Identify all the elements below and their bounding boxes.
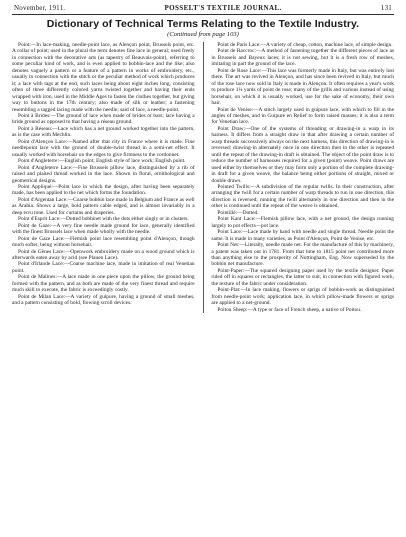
- dictionary-entry: Point d'Alençon Lace:—Named after that city in France where it is made. Fine needlepoint lace with the ground of double-twist thread in a semi-net effect. It usually worked with horsehair on the edges to give firmness to the cordonnet.: [12, 138, 195, 158]
- dictionary-entry: Point de Paris Lace:—A variety of cheap, cotton, machine lace, of simple design.: [217, 42, 393, 48]
- dictionary-entry: Point Net:—Literally, needle made net. For the manufacture of this by machinery, a patent was taken out in 1781. From that time to 1815 point net contributed more than anything else to the prosperity of Nottingham, Eng. Now superseded by the bobbin net manufacture.: [211, 242, 395, 268]
- two-column-body: [12, 42, 394, 313]
- dictionary-entry: Point-Plat:—In lace making, flowers or sprigs of bobbin-work as distinguished from needle-point work; application lace, in which pillow-made flowers or sprigs are applied to a net-ground.: [211, 287, 395, 307]
- running-header: [12, 4, 394, 12]
- dictionary-entry: Point Lace:—Lace made by hand with needle and single thread. Needle point the same. It is made in many varieties, as Point d'Alençon, Point de Venise, etc.: [211, 229, 395, 242]
- dictionary-entry: Point Draw:—One of the systems of threading or drawing-in a warp in its harness. It differs from a straight draw in that after drawing a certain number of warp threads successively always on the next harness, this direction of drawing-in is reversed; drawing-in alternately once in one direction then in the other is repeated until the repeat of the drawing-in draft is obtained. The object of the point draw is to reduce the number of harnesses required for a given (point) weave. Point draws are used either by themselves or they may form only a portion of the complete drawing-in draft for a given weave, the balance being either portions of straight, mixed or double draws.: [211, 125, 395, 184]
- dictionary-entry: Pointillé:—Dotted.: [217, 209, 259, 216]
- dictionary-entry: Point à Brides:—The ground of lace when made of brides or bars; lace having a bride ground as opposed to that having a réseau ground.: [12, 112, 195, 126]
- article-subtitle: (Continued from page 103): [167, 31, 239, 38]
- dictionary-entry: Point d'Angleterre Lace:—Fine Brussels pillow lace, distinguished by a rib of raised and plaited thread worked in the lace. Shown in floral, ornithological and geometrical designs.: [12, 164, 195, 184]
- dictionary-entry: Poitou Sheep:—A type or face of French sheep, a native of Poitou.: [217, 306, 362, 313]
- dictionary-entry: Point Kant Lace:—Flemish pillow lace, with a net ground, the design running largely to pot effects—pot lace.: [211, 216, 395, 229]
- right-column: [211, 42, 394, 313]
- dictionary-entry: Point-Paper:—The squared designing paper used by the textile designer. Paper ruled off in squares or rectangles, the latter to suit, in connection with figured work, the texture of the fabric under consideration.: [211, 267, 395, 287]
- dictionary-entry: Pointed Twills:—A subdivision of the regular twills. In their construction, after arranging the twill for a certain number of warp threads to run in one direction, this direction is reversed; running the twill alternately in one direction and then in the other is continued until the repeat of the weave is obtained.: [211, 183, 395, 210]
- dictionary-entry: Point d'Esprit Lace:—Dotted bobbinet with the dots either singly or in clusters.: [18, 216, 189, 223]
- dictionary-entry: Point de Venise:—A stitch largely used in guipure lace, with which to fill in the angles of meshes, and in Guipure en Relief to form raised masses; it is also a term for Venetian lace.: [211, 106, 395, 126]
- header-page-number: 131: [380, 4, 392, 12]
- dictionary-entry: Point d'Irlande Lace:—Coarse machine lace, made in imitation of real Venetian point.: [12, 261, 195, 274]
- dictionary-entry: Point de Rose Lace:—This lace was formerly made in Italy, but was entirely lost there. The art was revived in Alençon, and has since been revived in Italy, but much of the rose lace now sold in Italy is made in Alençon. It often requires a year's work to produce 1¼ yards of point de rose; many of the grills and various instead of using horsehair, on which it is usually worked, use for the sake of economy, their own hair.: [211, 67, 395, 107]
- header-date: November, 1911.: [14, 4, 66, 12]
- left-column: [12, 42, 195, 313]
- dictionary-entry: Point de Gênes Lace:—Openwork embroidery made on a wood ground which is afterwards eaten away by acid (see Plauen Lace).: [12, 248, 195, 261]
- dictionary-entry: Point de Gaze:—A very fine needle made ground for lace, generally identified with the finest Brussels lace when made wholly with the needle.: [12, 222, 195, 236]
- article-title: Dictionary of Technical Terms Relating to the Textile Industry.: [46, 18, 360, 30]
- dictionary-entry: Point Appliqué:—Point lace in which the design, after having been separately made, has been applied to the net which forms the foundation.: [12, 183, 195, 197]
- dictionary-entry: Point de Raccroc:—A method of fastening together the different pieces of lace as in Brussels and Bayeux laces; it is not sewing, but it is a fresh row of meshes, imitating in part the ground of the lace.: [211, 48, 395, 68]
- header-rule: [12, 14, 394, 15]
- dictionary-entry: Point de Malines:—A lace made in one piece upon the pillow, the ground being formed with the pattern, and as both are made of the very finest thread and require much skill to execute, the fabric is exceedingly costly.: [12, 274, 195, 294]
- dictionary-entry: Point à Réseau:—Lace which has a net ground worked together into the pattern, as is the case with Mechlin.: [12, 125, 195, 139]
- dictionary-entry: Point d'Angleterre:—English point; English style of lace work; English point.: [18, 158, 186, 165]
- column-divider: [203, 42, 204, 313]
- dictionary-entry: Point de Milan Lace:—A variety of guipure, having a ground of small meshes, and a pattern consisting of bold, flowing scroll devices.: [12, 293, 195, 307]
- dictionary-entry: Point d'Argentan Lace:—Coarse bobbin lace made in Belgium and France as well as Arabia. Shows a large, bold pattern cable edged, and is almost invariably in a deep ecru tone. Used for curtains and draperies.: [12, 196, 195, 216]
- header-journal-name: POSSELT'S TEXTILE JOURNAL.: [164, 4, 282, 12]
- dictionary-entry: Point de Gaze Lace:—Flemish point lace resembling point d'Alençon, though much softer, being without horsehair.: [12, 235, 195, 249]
- dictionary-entry: Point:—In lace-making, needle-point lace, as Alençon point, Brussels point, etc. A collar of point; used in the plural the term denotes fine lace in general; used freely in connection with the decorative arts (as tapestry of Beauvais-point), referring to some peculiar kind of work, and is even applied to bobbin-lace and the like; also denotes vaguely a pattern or a feature of a pattern in works of embroidery, etc., usually in connection with the stitch or the peculiar method of work which produces it; a lace with tags at the end, such laces being about eight inches long, consisting often of three differently colored yarns twisted together and having their ends wrapped with iron, used in the Middle Ages to fasten the clothes together, but giving way to buttons in the 17th century; also made of silk or leather; a fastening resembling a tagged lacing made with the needle; said of lace, a needle-point.: [12, 42, 195, 113]
